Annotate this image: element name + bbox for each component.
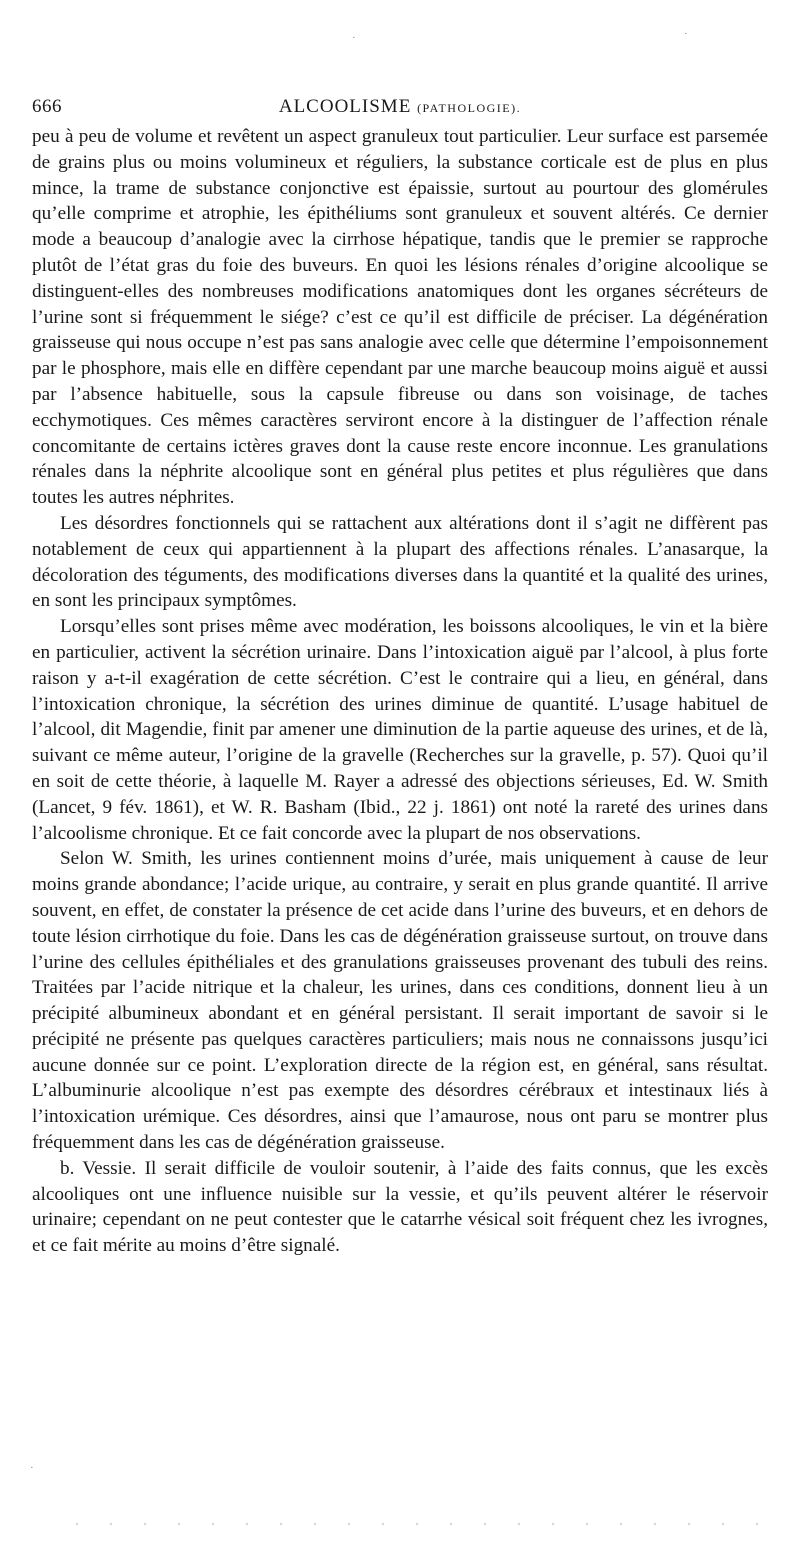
- paragraph-symptoms: Les désordres fonctionnels qui se rattachent aux altérations dont il s’agit ne diffèrent pas notablement de ceux qui appartiennent à la plupart des affections rénales. L’anasarque, la décoloration des téguments, des modifications diverses dans la quantité et la qualité des urines, en sont les principaux symptômes.: [32, 512, 768, 612]
- header-title-main: ALCOOLISME: [278, 96, 412, 117]
- scan-speck: ·: [352, 32, 356, 44]
- page: [32, 90, 768, 1259]
- scan-speck: ·: [684, 28, 688, 40]
- body-text: [32, 124, 768, 1259]
- page-number: 666: [32, 96, 62, 117]
- scan-footer-noise: [60, 1522, 760, 1526]
- header-title: [32, 90, 768, 125]
- header-title-sub: (PATHOLOGIE).: [417, 101, 522, 115]
- running-head: [32, 90, 768, 124]
- paragraph-urine-composition: Selon W. Smith, les urines contiennent moins d’urée, mais uniquement à cause de leur moins grande abondance; l’acide urique, au contraire, y serait en plus grande quantité. Il arrive souvent, en effet, de constater la présence de cet acide dans l’urine des buveurs, et en dehors de toute lésion cirrhotique du foie. Dans les cas de dégénération graisseuse surtout, on trouve dans l’urine des cellules épithéliales et des granulations graisseuses provenant des tubuli des reins. Traitées par l’acide nitrique et la chaleur, les urines, dans ces conditions, donnent lieu à un précipité albumineux abondant et en général persistant. Il serait important de savoir si le précipité ne présente pas quelques caractères particuliers; mais nous ne connaissons jusqu’ici aucune donnée sur ce point. L’exploration directe de la région est, en général, sans résultat. L’albuminurie alcoolique n’est pas exempte des désordres cérébraux et intestinaux liés à l’intoxication urémique. Ces désordres, ainsi que l’amaurose, nous ont paru se montrer plus fréquemment dans les cas de dégénération graisseuse.: [32, 848, 768, 1154]
- scan-speck: ·: [30, 1462, 34, 1474]
- paragraph-urinary-secretion: Lorsqu’elles sont prises même avec modération, les boissons alcooliques, le vin et la bière en particulier, activent la sécrétion urinaire. Dans l’intoxication aiguë par l’alcool, à plus forte raison y a-t-il exagération de cette sécrétion. C’est le contraire qui a lieu, en général, dans l’intoxication chronique, la sécrétion des urines diminue de quantité. L’usage habituel de l’alcool, dit Magendie, finit par amener une diminution de la partie aqueuse des urines, et de là, suivant ce même auteur, l’origine de la gravelle (Recherches sur la gravelle, p. 57). Quoi qu’il en soit de cette théorie, à laquelle M. Rayer a adressé des objections sérieuses, Ed. W. Smith (Lancet, 9 fév. 1861), et W. R. Basham (Ibid., 22 j. 1861) ont noté la rareté des urines dans l’alcoolisme chronique. Et ce fait concorde avec la plupart de nos observations.: [32, 616, 768, 844]
- paragraph-continued: peu à peu de volume et revêtent un aspect granuleux tout particulier. Leur surface est parsemée de grains plus ou moins volumineux et réguliers, la substance corticale est de plus en plus mince, la trame de substance conjonctive est épaissie, surtout au pourtour des glomérules qu’elle comprime et atrophie, les épithéliums sont granuleux et souvent altérés. Ce dernier mode a beaucoup d’analogie avec la cirrhose hépatique, tandis que le premier se rapproche plutôt de l’état gras du foie des buveurs. En quoi les lésions rénales d’origine alcoolique se distinguent-elles des nombreuses modifications anatomiques dont les organes sécréteurs de l’urine sont si fréquemment le siége? c’est ce qu’il est difficile de préciser. La dégénération graisseuse qui nous occupe n’est pas sans analogie avec celle que détermine l’empoisonnement par le phosphore, mais elle en diffère cependant par une marche beaucoup moins aiguë et aussi par l’absence habituelle, sous la capsule fibreuse ou dans son voisinage, de taches ecchymotiques. Ces mêmes caractères serviront encore à la distinguer de l’affection rénale concomitante de certains ictères graves dont la cause reste encore inconnue. Les granulations rénales dans la néphrite alcoolique sont en général plus petites et plus régulières que dans toutes les autres néphrites.: [32, 126, 768, 509]
- paragraph-bladder: b. Vessie. Il serait difficile de vouloir soutenir, à l’aide des faits connus, que les excès alcooliques ont une influence nuisible sur la vessie, et qu’ils peuvent altérer le réservoir urinaire; cependant on ne peut contester que le catarrhe vésical soit fréquent chez les ivrognes, et ce fait mérite au moins d’être signalé.: [32, 1157, 768, 1257]
